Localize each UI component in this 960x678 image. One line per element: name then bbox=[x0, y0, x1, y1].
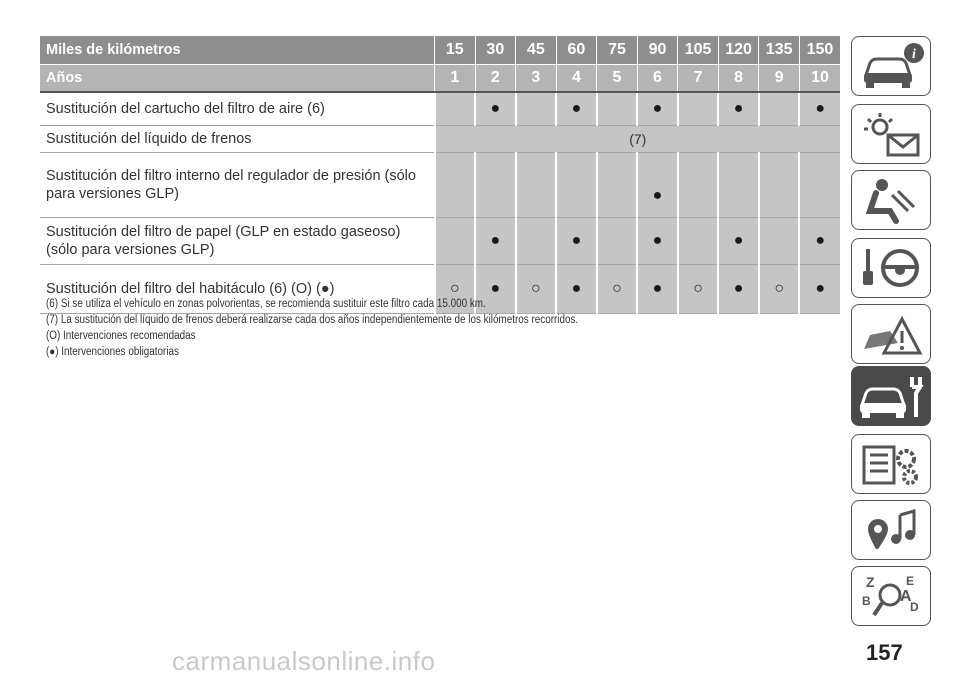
warning-lights-icon bbox=[856, 109, 926, 159]
tab-seat-airbag[interactable] bbox=[851, 170, 931, 230]
page-number: 157 bbox=[866, 640, 903, 665]
footnote: (●) Intervenciones obligatorias bbox=[46, 346, 179, 358]
mark-cell: ● bbox=[475, 265, 516, 314]
watermark: carmanualsonline.info bbox=[172, 646, 436, 676]
table-row bbox=[40, 218, 840, 265]
year-cell: 9 bbox=[759, 65, 800, 93]
mark-cell: ● bbox=[799, 92, 840, 126]
footnotes bbox=[46, 296, 725, 360]
tab-technical-data[interactable] bbox=[851, 434, 931, 494]
mark-cell bbox=[516, 92, 557, 126]
mark-cell bbox=[435, 92, 476, 126]
tab-index[interactable] bbox=[851, 566, 931, 626]
mark-cell: ○ bbox=[435, 265, 476, 314]
mark-cell bbox=[435, 218, 476, 265]
year-cell: 2 bbox=[475, 65, 516, 93]
mark-cell bbox=[678, 153, 719, 218]
mark-cell bbox=[516, 218, 557, 265]
mark-cell: ● bbox=[637, 265, 678, 314]
mark-cell: ● bbox=[637, 92, 678, 126]
year-cell: 6 bbox=[637, 65, 678, 93]
year-cell: 4 bbox=[556, 65, 597, 93]
mark-cell bbox=[759, 153, 800, 218]
header-row-km bbox=[40, 36, 840, 65]
year-cell: 7 bbox=[678, 65, 719, 93]
mark-cell bbox=[597, 218, 638, 265]
technical-data-icon bbox=[856, 439, 926, 489]
service-label: Sustitución del cartucho del filtro de aire (6) bbox=[40, 92, 435, 126]
header-row-years bbox=[40, 65, 840, 93]
table-row bbox=[40, 92, 840, 126]
service-label: Sustitución del líquido de frenos bbox=[40, 126, 435, 153]
service-label bbox=[40, 218, 435, 265]
service-label-line: Sustitución del filtro interno del regulador de presión (sólo bbox=[46, 168, 416, 184]
km-cell: 120 bbox=[718, 36, 759, 65]
mark-cell bbox=[678, 218, 719, 265]
mark-cell: ● bbox=[475, 92, 516, 126]
service-label-line: Sustitución del filtro de papel (GLP en estado gaseoso) bbox=[46, 224, 401, 240]
header-km-label: Miles de kilómetros bbox=[40, 36, 435, 65]
year-cell: 8 bbox=[718, 65, 759, 93]
svg-text:E: E bbox=[906, 574, 915, 588]
year-cell: 10 bbox=[799, 65, 840, 93]
mark-cell: ● bbox=[718, 92, 759, 126]
svg-text:Z: Z bbox=[866, 574, 875, 590]
mark-cell bbox=[759, 218, 800, 265]
mark-cell bbox=[597, 92, 638, 126]
mark-cell: ○ bbox=[759, 265, 800, 314]
brake-fluid-note-cell: (7) bbox=[435, 126, 841, 153]
svg-text:B: B bbox=[862, 594, 871, 608]
mark-cell bbox=[678, 92, 719, 126]
header-years-label: Años bbox=[40, 65, 435, 93]
table-row bbox=[40, 126, 840, 153]
mark-cell: ● bbox=[556, 218, 597, 265]
mark-cell bbox=[799, 153, 840, 218]
svg-text:i: i bbox=[912, 47, 916, 62]
mark-cell bbox=[718, 153, 759, 218]
km-cell: 30 bbox=[475, 36, 516, 65]
multimedia-icon bbox=[856, 505, 926, 555]
mark-cell: ○ bbox=[597, 265, 638, 314]
km-cell: 90 bbox=[637, 36, 678, 65]
key-steering-wheel-icon bbox=[856, 243, 926, 293]
mark-cell: ● bbox=[718, 218, 759, 265]
km-cell: 75 bbox=[597, 36, 638, 65]
service-label: Sustitución del filtro del habitáculo (6) (O) (●) bbox=[40, 265, 435, 314]
km-cell: 45 bbox=[516, 36, 557, 65]
year-cell: 3 bbox=[516, 65, 557, 93]
mark-cell: ● bbox=[556, 265, 597, 314]
tab-car-service[interactable] bbox=[851, 366, 931, 426]
mark-cell: ● bbox=[556, 92, 597, 126]
mark-cell bbox=[475, 153, 516, 218]
footnote: (7) La sustitución del líquido de frenos deberá realizarse cada dos años independientemente de los kilómetros recorridos. bbox=[46, 314, 579, 326]
mark-cell bbox=[759, 92, 800, 126]
emergency-icon bbox=[856, 309, 926, 359]
service-label bbox=[40, 153, 435, 218]
footnote: (O) Intervenciones recomendadas bbox=[46, 330, 196, 342]
mark-cell bbox=[597, 153, 638, 218]
tab-multimedia[interactable] bbox=[851, 500, 931, 560]
svg-text:D: D bbox=[910, 600, 919, 614]
tab-warning-lights[interactable] bbox=[851, 104, 931, 164]
mark-cell: ○ bbox=[678, 265, 719, 314]
mark-cell bbox=[516, 153, 557, 218]
year-cell: 5 bbox=[597, 65, 638, 93]
mark-cell: ● bbox=[718, 265, 759, 314]
car-info-icon bbox=[856, 41, 926, 91]
mark-cell: ● bbox=[637, 153, 678, 218]
km-cell: 105 bbox=[678, 36, 719, 65]
tab-emergency[interactable] bbox=[851, 304, 931, 364]
km-cell: 60 bbox=[556, 36, 597, 65]
table-row bbox=[40, 153, 840, 218]
mark-cell: ● bbox=[799, 218, 840, 265]
svg-text:A: A bbox=[900, 588, 912, 605]
km-cell: 150 bbox=[799, 36, 840, 65]
tab-key-steering-wheel[interactable] bbox=[851, 238, 931, 298]
mark-cell: ● bbox=[637, 218, 678, 265]
mark-cell: ○ bbox=[516, 265, 557, 314]
tab-car-info[interactable] bbox=[851, 36, 931, 96]
year-cell: 1 bbox=[435, 65, 476, 93]
mark-cell: ● bbox=[475, 218, 516, 265]
index-icon bbox=[856, 571, 926, 621]
service-label-line: para versiones GLP) bbox=[46, 186, 179, 202]
seat-airbag-icon bbox=[856, 175, 926, 225]
maintenance-table bbox=[40, 36, 840, 314]
footnote: (6) Si se utiliza el vehículo en zonas polvorientas, se recomienda sustituir este filtro cada 15.000 km. bbox=[46, 298, 486, 310]
mark-cell: ● bbox=[799, 265, 840, 314]
car-service-icon bbox=[856, 371, 926, 421]
km-cell: 135 bbox=[759, 36, 800, 65]
mark-cell bbox=[435, 153, 476, 218]
service-label-line: (sólo para versiones GLP) bbox=[46, 242, 215, 258]
km-cell: 15 bbox=[435, 36, 476, 65]
mark-cell bbox=[556, 153, 597, 218]
